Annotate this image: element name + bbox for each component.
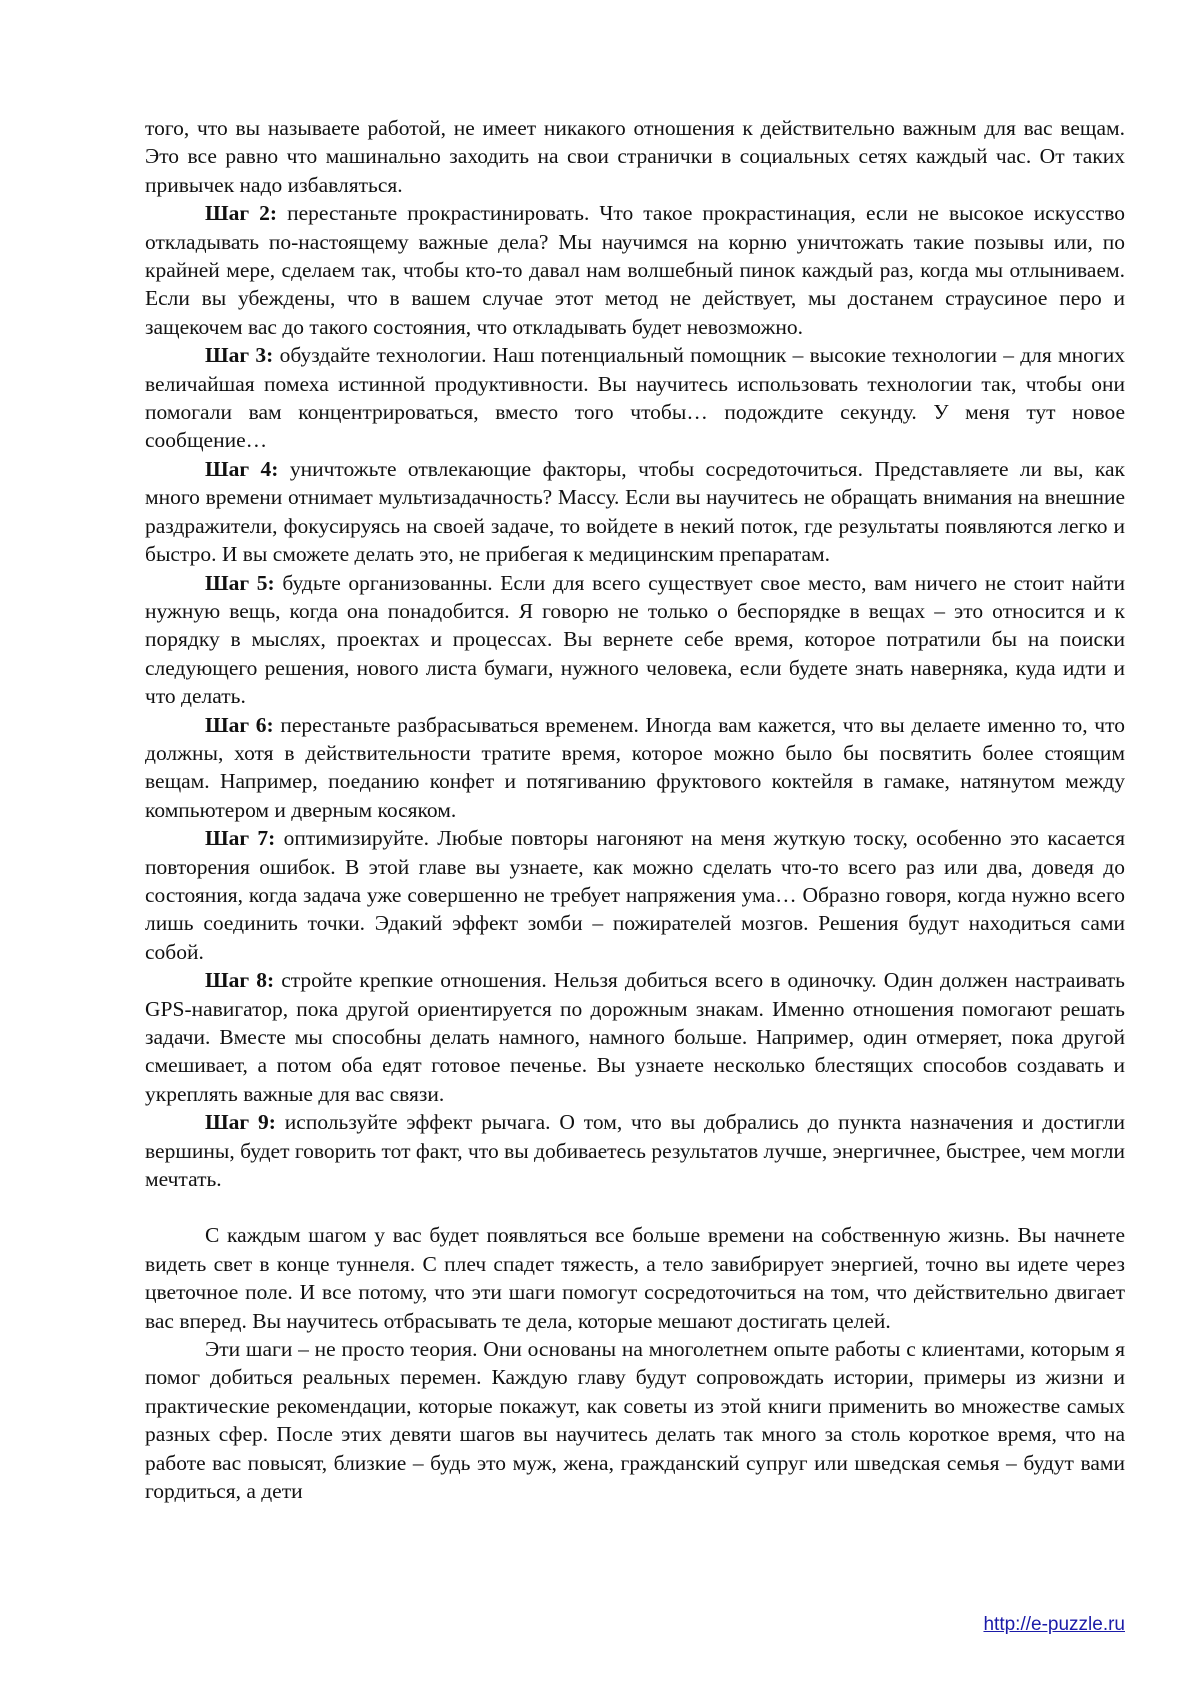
step-text: обуздайте технологии. Наш потенциальный помощник – высокие технологии – для многих величайшая помеха истинной продуктивности. Вы научитесь использовать технологии так, чтобы они помогали вам концентрироваться, вместо того чтобы… подождите секунду. У меня тут новое сообщение… xyxy=(145,343,1125,453)
step-4-paragraph xyxy=(145,455,1125,569)
step-label: Шаг 5: xyxy=(205,570,275,595)
step-label: Шаг 7: xyxy=(205,826,276,851)
step-label: Шаг 3: xyxy=(205,343,274,368)
step-text: перестаньте разбрасываться временем. Иногда вам кажется, что вы делаете именно то, что должны, хотя в действительности тратите время, которое можно было бы посвятить более стоящим вещам. Например, поеданию конфет и потягиванию фруктового коктейля в гамаке, натянутом между компьютером и дверным косяком. xyxy=(145,712,1125,822)
closing-paragraph-2: Эти шаги – не просто теория. Они основаны на многолетнем опыте работы с клиентами, которым я помог добиться реальных перемен. Каждую главу будут сопровождать истории, примеры из жизни и практические рекомендации, которые покажут, как советы из этой книги применить во множестве самых разных сфер. После этих девяти шагов вы научитесь делать так много за столь короткое время, что на работе вас повысят, близкие – будь это муж, жена, гражданский супруг или шведская семья – будут вами гордиться, а дети xyxy=(145,1337,1125,1504)
footer-website-link[interactable]: http://e-puzzle.ru xyxy=(983,1614,1125,1635)
step-9-paragraph xyxy=(145,1108,1125,1193)
step-5-paragraph xyxy=(145,569,1125,711)
step-label: Шаг 8: xyxy=(205,968,275,993)
step-text: используйте эффект рычага. О том, что вы добрались до пункта назначения и достигли вершины, будет говорить тот факт, что вы добиваетесь результатов лучше, энергичнее, быстрее, чем могли мечтать. xyxy=(145,1110,1125,1192)
step-6-paragraph xyxy=(145,711,1125,825)
step-text: уничтожьте отвлекающие факторы, чтобы сосредоточиться. Представляете ли вы, как много времени отнимает мультизадачность? Массу. Если вы научитесь не обращать внимания на внешние раздражители, фокусируясь на своей задаче, то войдете в некий поток, где результаты появляются легко и быстро. И вы сможете делать это, не прибегая к медицинским препаратам. xyxy=(145,456,1125,567)
step-2-paragraph xyxy=(145,199,1125,341)
document-body xyxy=(145,114,1125,1506)
step-7-paragraph xyxy=(145,824,1125,966)
step-text: оптимизируйте. Любые повторы нагоняют на меня жуткую тоску, особенно это касается повторения ошибок. В этой главе вы узнаете, как можно сделать что-то всего раз или два, доведя до состояния, когда задача уже совершенно не требует напряжения ума… Образно говоря, когда нужно всего лишь соединить точки. Эдакий эффект зомби – пожирателей мозгов. Решения будут находиться сами собой. xyxy=(145,826,1125,964)
closing-paragraph-1: С каждым шагом у вас будет появляться все больше времени на собственную жизнь. Вы начнете видеть свет в конце туннеля. С плеч спадет тяжесть, а тело завибрирует энергией, точно вы идете через цветочное поле. И все потому, что эти шаги помогут сосредоточиться на том, что действительно двигает вас вперед. Вы научитесь отбрасывать те дела, которые мешают достигать целей. xyxy=(145,1223,1125,1333)
step-label: Шаг 9: xyxy=(205,1110,276,1135)
step-label: Шаг 4: xyxy=(205,456,279,481)
step-text: перестаньте прокрастинировать. Что такое прокрастинация, если не высокое искусство откладывать по-настоящему важные дела? Мы научимся на корню уничтожать такие позывы или, по крайней мере, сделаем так, чтобы кто-то давал нам волшебный пинок каждый раз, когда мы отлыниваем. Если вы убеждены, что в вашем случае этот метод не действует, мы достанем страусиное перо и защекочем вас до такого состояния, что откладывать будет невозможно. xyxy=(145,201,1125,339)
step-8-paragraph xyxy=(145,966,1125,1108)
step-3-paragraph xyxy=(145,341,1125,455)
step-text: стройте крепкие отношения. Нельзя добиться всего в одиночку. Один должен настраивать GPS-навигатор, пока другой ориентируется по дорожным знакам. Именно отношения помогают решать задачи. Вместе мы способны делать намного, намного больше. Например, один отмеряет, пока другой смешивает, а потом оба едят готовое печенье. Вы узнаете несколько блестящих способов создавать и укреплять важные для вас связи. xyxy=(145,968,1125,1106)
step-text: будьте организованны. Если для всего существует свое место, вам ничего не стоит найти нужную вещь, когда она понадобится. Я говорю не только о беспорядке в вещах – это относится и к порядку в мыслях, проектах и процессах. Вы вернете себе время, которое потратили бы на поиски следующего решения, нового листа бумаги, нужного человека, если будете знать наверняка, куда идти и что делать. xyxy=(145,570,1125,709)
intro-continuation-paragraph: того, что вы называете работой, не имеет никакого отношения к действительно важным для вас вещам. Это все равно что машинально заходить на свои странички в социальных сетях каждый час. От таких привычек надо избавляться. xyxy=(145,116,1125,197)
step-label: Шаг 2: xyxy=(205,201,278,226)
step-label: Шаг 6: xyxy=(205,712,274,737)
